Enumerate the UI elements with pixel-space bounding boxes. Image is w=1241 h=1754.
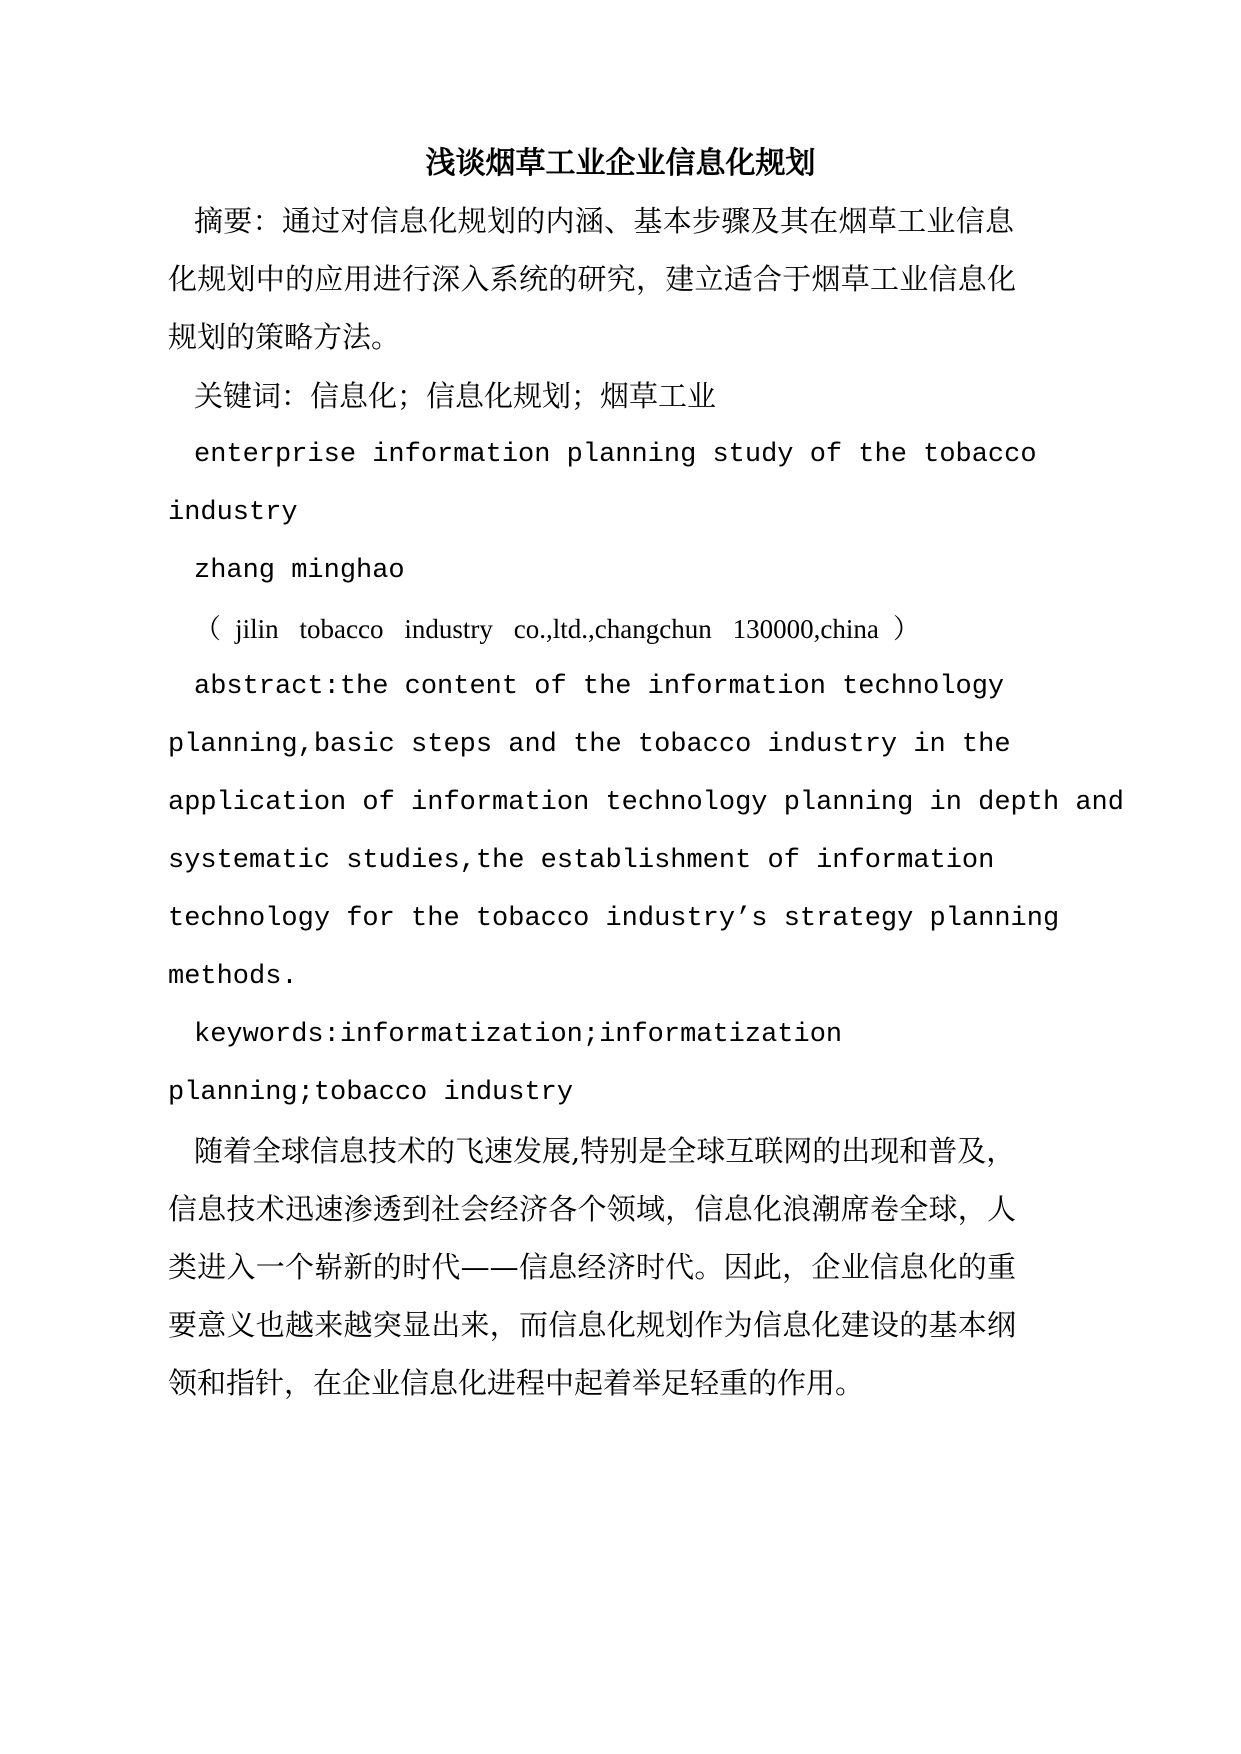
body-zh-line: 类进入一个崭新的时代——信息经济时代。因此，企业信息化的重 <box>168 1250 1016 1284</box>
abstract-en-line: planning,basic steps and the tobacco industry in the <box>168 730 1011 760</box>
abstract-zh-line: 规划的策略方法。 <box>168 320 401 354</box>
author-en: zhang minghao <box>194 556 405 586</box>
body-zh-line: 信息技术迅速渗透到社会经济各个领域，信息化浪潮席卷全球，人 <box>168 1192 1016 1226</box>
abstract-zh-line: 摘要：通过对信息化规划的内涵、基本步骤及其在烟草工业信息 <box>194 204 1014 238</box>
affiliation-en: （jilin tobacco industry co.,ltd.,changchun 130000,china） <box>194 614 920 644</box>
keywords-en-line: planning;tobacco industry <box>168 1078 574 1108</box>
abstract-en-line: systematic studies,the establishment of information <box>168 846 995 876</box>
body-zh-line: 要意义也越来越突显出来，而信息化规划作为信息化建设的基本纲 <box>168 1308 1016 1342</box>
abstract-en-line: application of information technology planning in depth and <box>168 788 1124 818</box>
keywords-en-line: keywords:informatization;informatization <box>194 1020 843 1050</box>
abstract-en-line: abstract:the content of the information technology <box>194 672 1005 702</box>
title-en-line: industry <box>168 498 298 528</box>
body-zh-line: 随着全球信息技术的飞速发展,特别是全球互联网的出现和普及， <box>194 1134 1016 1168</box>
body-zh-line: 领和指针，在企业信息化进程中起着举足轻重的作用。 <box>168 1366 865 1400</box>
title-en-line: enterprise information planning study of the tobacco <box>194 440 1037 470</box>
document-title: 浅谈烟草工业企业信息化规划 <box>425 146 816 181</box>
abstract-en-line: methods. <box>168 962 298 992</box>
abstract-en-line: technology for the tobacco industry’s strategy planning <box>168 904 1060 934</box>
abstract-zh-line: 化规划中的应用进行深入系统的研究，建立适合于烟草工业信息化 <box>168 262 1016 296</box>
keywords-zh: 关键词：信息化；信息化规划；烟草工业 <box>194 379 717 413</box>
